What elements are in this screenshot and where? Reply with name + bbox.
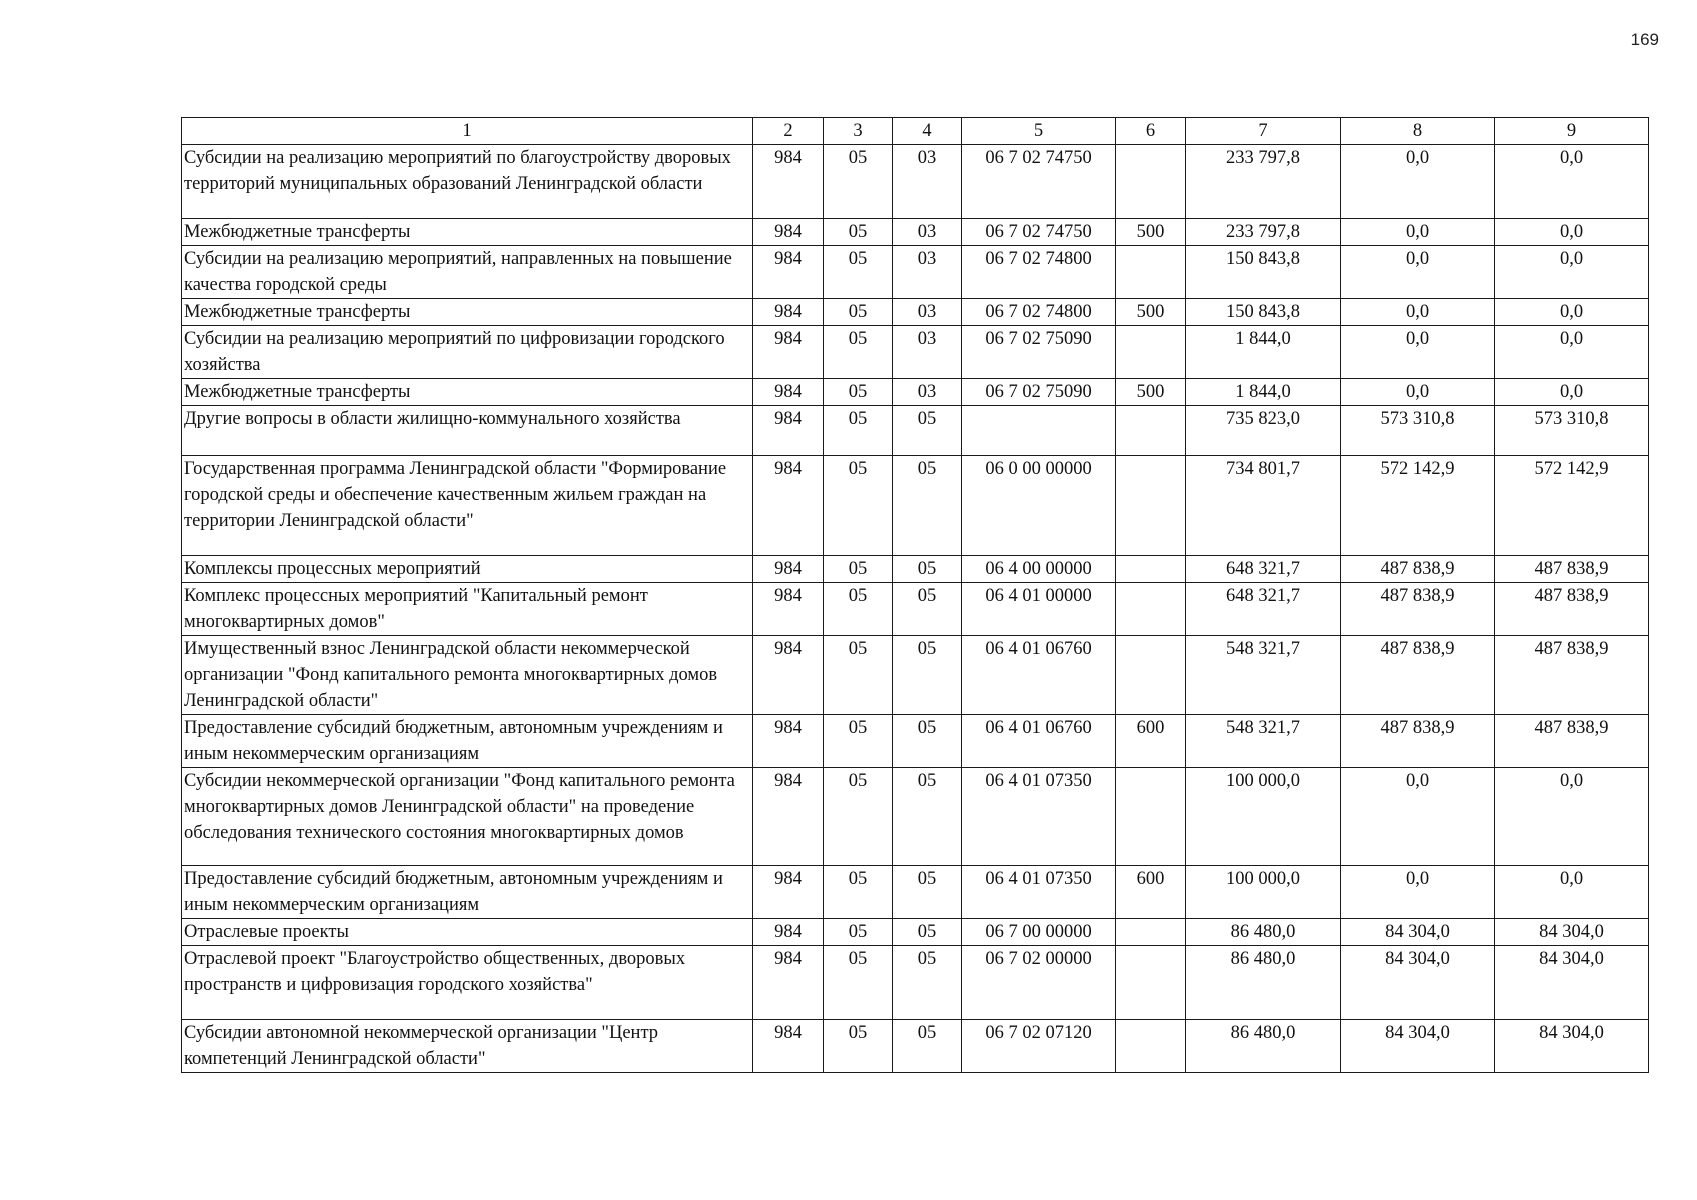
row-name: Предоставление субсидий бюджетным, автономным учреждениям и иным некоммерческим организациям xyxy=(182,866,753,919)
cell-amount-col9: 573 310,8 xyxy=(1495,406,1649,456)
cell-section: 05 xyxy=(824,866,893,919)
cell-admin-code: 984 xyxy=(753,636,824,715)
cell-subsection: 05 xyxy=(893,456,962,556)
cell-subsection: 03 xyxy=(893,219,962,246)
cell-amount-col9: 487 838,9 xyxy=(1495,715,1649,768)
cell-subsection: 05 xyxy=(893,919,962,946)
cell-admin-code: 984 xyxy=(753,583,824,636)
column-header: 9 xyxy=(1495,118,1649,145)
cell-expense-type xyxy=(1116,326,1186,379)
cell-amount-col7: 1 844,0 xyxy=(1186,379,1341,406)
cell-amount-col7: 1 844,0 xyxy=(1186,326,1341,379)
table-row xyxy=(182,219,1649,246)
cell-admin-code: 984 xyxy=(753,556,824,583)
cell-amount-col9: 84 304,0 xyxy=(1495,1020,1649,1073)
cell-section: 05 xyxy=(824,379,893,406)
table-row xyxy=(182,946,1649,1020)
cell-amount-col8: 487 838,9 xyxy=(1341,715,1495,768)
cell-section: 05 xyxy=(824,768,893,866)
cell-target-article xyxy=(962,406,1116,456)
table-row xyxy=(182,456,1649,556)
cell-expense-type: 500 xyxy=(1116,219,1186,246)
column-header: 5 xyxy=(962,118,1116,145)
table-row xyxy=(182,145,1649,219)
cell-subsection: 05 xyxy=(893,946,962,1020)
cell-subsection: 05 xyxy=(893,583,962,636)
table-row xyxy=(182,1020,1649,1073)
cell-amount-col7: 150 843,8 xyxy=(1186,246,1341,299)
cell-amount-col9: 487 838,9 xyxy=(1495,636,1649,715)
row-name: Субсидии на реализацию мероприятий по благоустройству дворовых территорий муниципальных образований Ленинградской области xyxy=(182,145,753,219)
column-header: 7 xyxy=(1186,118,1341,145)
column-header: 3 xyxy=(824,118,893,145)
cell-section: 05 xyxy=(824,246,893,299)
cell-amount-col7: 86 480,0 xyxy=(1186,946,1341,1020)
row-name: Межбюджетные трансферты xyxy=(182,299,753,326)
cell-section: 05 xyxy=(824,145,893,219)
table-row xyxy=(182,326,1649,379)
cell-amount-col8: 0,0 xyxy=(1341,326,1495,379)
cell-expense-type xyxy=(1116,246,1186,299)
cell-amount-col8: 84 304,0 xyxy=(1341,1020,1495,1073)
cell-amount-col7: 100 000,0 xyxy=(1186,866,1341,919)
cell-section: 05 xyxy=(824,715,893,768)
budget-table xyxy=(181,117,1649,1073)
cell-target-article: 06 7 00 00000 xyxy=(962,919,1116,946)
cell-expense-type xyxy=(1116,556,1186,583)
column-header: 4 xyxy=(893,118,962,145)
cell-subsection: 05 xyxy=(893,556,962,583)
table-row xyxy=(182,919,1649,946)
row-name: Субсидии на реализацию мероприятий, направленных на повышение качества городской среды xyxy=(182,246,753,299)
cell-amount-col8: 487 838,9 xyxy=(1341,583,1495,636)
cell-amount-col8: 487 838,9 xyxy=(1341,636,1495,715)
cell-expense-type xyxy=(1116,145,1186,219)
cell-section: 05 xyxy=(824,299,893,326)
column-number-row xyxy=(182,118,1649,145)
cell-amount-col7: 233 797,8 xyxy=(1186,219,1341,246)
table-row xyxy=(182,406,1649,456)
cell-admin-code: 984 xyxy=(753,145,824,219)
row-name: Межбюджетные трансферты xyxy=(182,219,753,246)
cell-expense-type xyxy=(1116,946,1186,1020)
cell-amount-col8: 84 304,0 xyxy=(1341,919,1495,946)
cell-section: 05 xyxy=(824,583,893,636)
cell-expense-type: 500 xyxy=(1116,299,1186,326)
cell-section: 05 xyxy=(824,636,893,715)
cell-subsection: 03 xyxy=(893,145,962,219)
cell-amount-col9: 0,0 xyxy=(1495,299,1649,326)
cell-expense-type xyxy=(1116,919,1186,946)
cell-target-article: 06 0 00 00000 xyxy=(962,456,1116,556)
cell-target-article: 06 4 01 06760 xyxy=(962,636,1116,715)
row-name: Государственная программа Ленинградской области "Формирование городской среды и обеспечение качественным жильем граждан на территории Ленинградской области" xyxy=(182,456,753,556)
cell-subsection: 05 xyxy=(893,636,962,715)
cell-amount-col8: 0,0 xyxy=(1341,866,1495,919)
cell-amount-col7: 548 321,7 xyxy=(1186,715,1341,768)
table-body xyxy=(182,145,1649,1073)
cell-admin-code: 984 xyxy=(753,299,824,326)
cell-target-article: 06 4 01 07350 xyxy=(962,866,1116,919)
cell-amount-col7: 150 843,8 xyxy=(1186,299,1341,326)
cell-target-article: 06 7 02 00000 xyxy=(962,946,1116,1020)
cell-target-article: 06 7 02 74800 xyxy=(962,299,1116,326)
cell-amount-col7: 648 321,7 xyxy=(1186,583,1341,636)
cell-amount-col8: 0,0 xyxy=(1341,768,1495,866)
cell-subsection: 05 xyxy=(893,1020,962,1073)
cell-target-article: 06 7 02 75090 xyxy=(962,379,1116,406)
cell-admin-code: 984 xyxy=(753,406,824,456)
cell-amount-col9: 0,0 xyxy=(1495,866,1649,919)
cell-subsection: 05 xyxy=(893,866,962,919)
column-header: 8 xyxy=(1341,118,1495,145)
cell-amount-col7: 100 000,0 xyxy=(1186,768,1341,866)
table-row xyxy=(182,715,1649,768)
cell-target-article: 06 7 02 75090 xyxy=(962,326,1116,379)
cell-subsection: 05 xyxy=(893,715,962,768)
cell-expense-type xyxy=(1116,768,1186,866)
cell-target-article: 06 4 01 00000 xyxy=(962,583,1116,636)
cell-amount-col9: 0,0 xyxy=(1495,326,1649,379)
cell-amount-col9: 487 838,9 xyxy=(1495,583,1649,636)
table-row xyxy=(182,379,1649,406)
cell-amount-col7: 86 480,0 xyxy=(1186,1020,1341,1073)
cell-expense-type xyxy=(1116,456,1186,556)
cell-admin-code: 984 xyxy=(753,866,824,919)
cell-subsection: 05 xyxy=(893,406,962,456)
table-row xyxy=(182,246,1649,299)
cell-amount-col9: 487 838,9 xyxy=(1495,556,1649,583)
cell-amount-col8: 0,0 xyxy=(1341,299,1495,326)
cell-amount-col9: 84 304,0 xyxy=(1495,919,1649,946)
cell-target-article: 06 4 01 07350 xyxy=(962,768,1116,866)
cell-amount-col9: 0,0 xyxy=(1495,219,1649,246)
cell-amount-col8: 84 304,0 xyxy=(1341,946,1495,1020)
table-row xyxy=(182,866,1649,919)
cell-amount-col8: 0,0 xyxy=(1341,219,1495,246)
cell-target-article: 06 7 02 74800 xyxy=(962,246,1116,299)
cell-admin-code: 984 xyxy=(753,1020,824,1073)
cell-target-article: 06 7 02 74750 xyxy=(962,145,1116,219)
cell-expense-type xyxy=(1116,636,1186,715)
cell-amount-col7: 734 801,7 xyxy=(1186,456,1341,556)
cell-target-article: 06 4 00 00000 xyxy=(962,556,1116,583)
cell-target-article: 06 7 02 74750 xyxy=(962,219,1116,246)
cell-amount-col7: 648 321,7 xyxy=(1186,556,1341,583)
cell-subsection: 03 xyxy=(893,246,962,299)
cell-section: 05 xyxy=(824,556,893,583)
row-name: Субсидии некоммерческой организации "Фонд капитального ремонта многоквартирных домов Ленинградской области" на проведение обследования технического состояния многоквартирных домов xyxy=(182,768,753,866)
row-name: Имущественный взнос Ленинградской области некоммерческой организации "Фонд капитального ремонта многоквартирных домов Ленинградской области" xyxy=(182,636,753,715)
table-row xyxy=(182,768,1649,866)
cell-target-article: 06 7 02 07120 xyxy=(962,1020,1116,1073)
cell-amount-col9: 0,0 xyxy=(1495,379,1649,406)
cell-amount-col7: 735 823,0 xyxy=(1186,406,1341,456)
cell-target-article: 06 4 01 06760 xyxy=(962,715,1116,768)
row-name: Отраслевые проекты xyxy=(182,919,753,946)
cell-section: 05 xyxy=(824,1020,893,1073)
cell-expense-type xyxy=(1116,583,1186,636)
cell-amount-col9: 0,0 xyxy=(1495,768,1649,866)
cell-expense-type: 500 xyxy=(1116,379,1186,406)
cell-admin-code: 984 xyxy=(753,326,824,379)
cell-amount-col9: 84 304,0 xyxy=(1495,946,1649,1020)
cell-amount-col9: 572 142,9 xyxy=(1495,456,1649,556)
cell-amount-col8: 487 838,9 xyxy=(1341,556,1495,583)
cell-admin-code: 984 xyxy=(753,219,824,246)
cell-subsection: 03 xyxy=(893,326,962,379)
cell-section: 05 xyxy=(824,406,893,456)
column-header: 6 xyxy=(1116,118,1186,145)
table-row xyxy=(182,299,1649,326)
cell-expense-type: 600 xyxy=(1116,715,1186,768)
cell-section: 05 xyxy=(824,219,893,246)
column-header: 2 xyxy=(753,118,824,145)
row-name: Комплексы процессных мероприятий xyxy=(182,556,753,583)
cell-admin-code: 984 xyxy=(753,768,824,866)
cell-admin-code: 984 xyxy=(753,379,824,406)
cell-expense-type xyxy=(1116,1020,1186,1073)
row-name: Предоставление субсидий бюджетным, автономным учреждениям и иным некоммерческим организациям xyxy=(182,715,753,768)
cell-amount-col7: 233 797,8 xyxy=(1186,145,1341,219)
page-number: 169 xyxy=(1630,30,1659,49)
table-row xyxy=(182,583,1649,636)
cell-section: 05 xyxy=(824,919,893,946)
cell-amount-col9: 0,0 xyxy=(1495,145,1649,219)
cell-admin-code: 984 xyxy=(753,919,824,946)
cell-amount-col7: 548 321,7 xyxy=(1186,636,1341,715)
table-row xyxy=(182,556,1649,583)
cell-section: 05 xyxy=(824,946,893,1020)
row-name: Комплекс процессных мероприятий "Капитальный ремонт многоквартирных домов" xyxy=(182,583,753,636)
cell-admin-code: 984 xyxy=(753,946,824,1020)
row-name: Отраслевой проект "Благоустройство общественных, дворовых пространств и цифровизация городского хозяйства" xyxy=(182,946,753,1020)
cell-subsection: 03 xyxy=(893,299,962,326)
row-name: Межбюджетные трансферты xyxy=(182,379,753,406)
cell-expense-type: 600 xyxy=(1116,866,1186,919)
cell-amount-col8: 572 142,9 xyxy=(1341,456,1495,556)
table-row xyxy=(182,636,1649,715)
column-header: 1 xyxy=(182,118,753,145)
cell-amount-col8: 0,0 xyxy=(1341,379,1495,406)
cell-admin-code: 984 xyxy=(753,715,824,768)
row-name: Субсидии на реализацию мероприятий по цифровизации городского хозяйства xyxy=(182,326,753,379)
row-name: Другие вопросы в области жилищно-коммунального хозяйства xyxy=(182,406,753,456)
cell-amount-col9: 0,0 xyxy=(1495,246,1649,299)
cell-amount-col8: 0,0 xyxy=(1341,246,1495,299)
cell-subsection: 03 xyxy=(893,379,962,406)
cell-section: 05 xyxy=(824,456,893,556)
cell-amount-col8: 573 310,8 xyxy=(1341,406,1495,456)
cell-amount-col7: 86 480,0 xyxy=(1186,919,1341,946)
cell-admin-code: 984 xyxy=(753,246,824,299)
cell-amount-col8: 0,0 xyxy=(1341,145,1495,219)
cell-section: 05 xyxy=(824,326,893,379)
row-name: Субсидии автономной некоммерческой организации "Центр компетенций Ленинградской области" xyxy=(182,1020,753,1073)
cell-subsection: 05 xyxy=(893,768,962,866)
cell-admin-code: 984 xyxy=(753,456,824,556)
cell-expense-type xyxy=(1116,406,1186,456)
